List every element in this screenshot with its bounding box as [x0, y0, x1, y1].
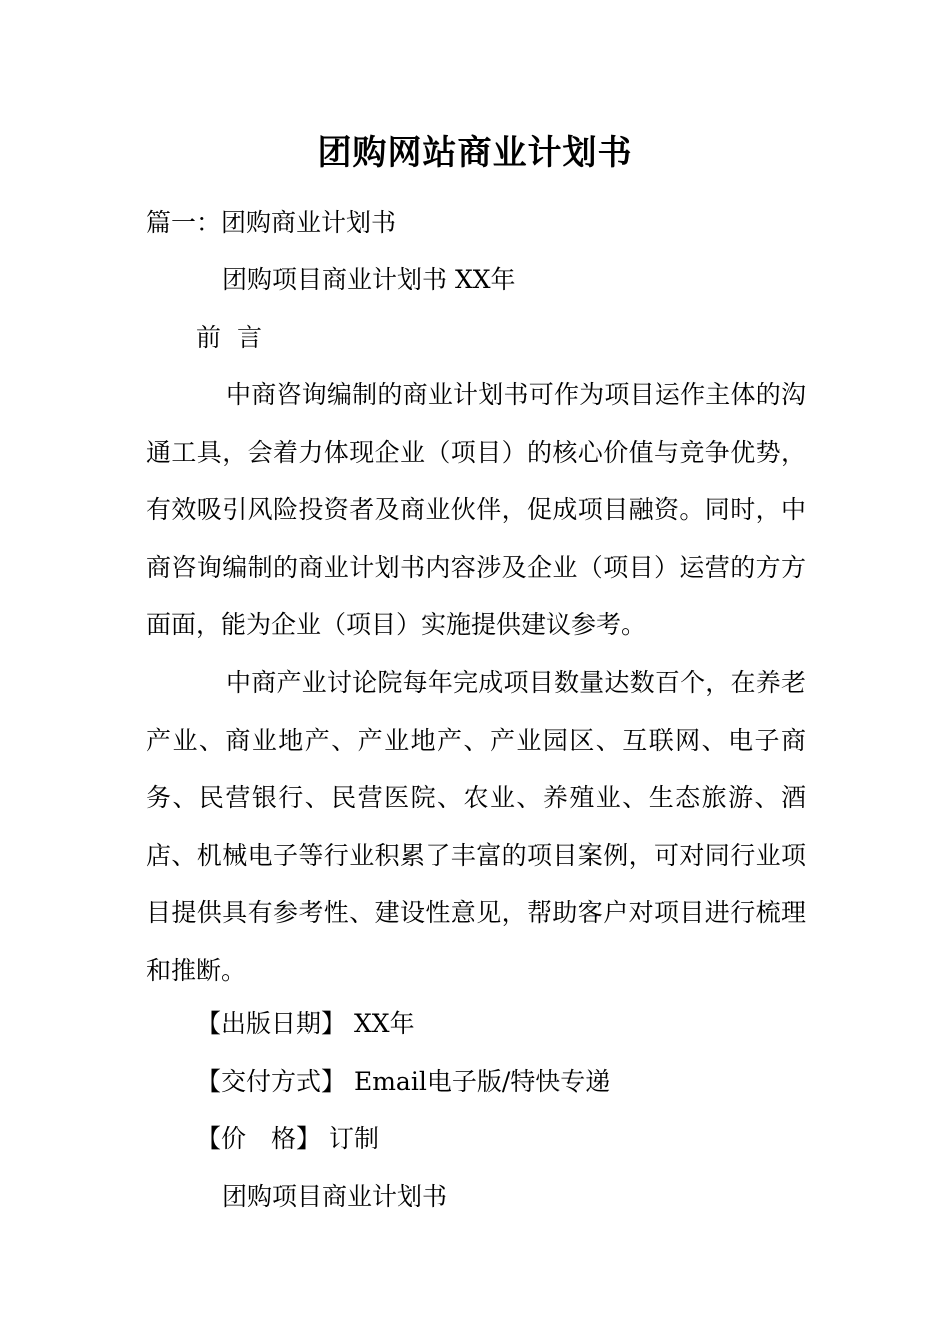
section-heading: 篇一：团购商业计划书 — [146, 208, 397, 237]
meta-label: 【价 格】 — [196, 1124, 322, 1153]
meta-value: XX年 — [353, 1009, 415, 1038]
preface-body — [146, 366, 806, 1000]
meta-price — [196, 1122, 379, 1156]
meta-label: 【交付方式】 — [196, 1067, 347, 1096]
paragraph-industry-experience: 中商产业讨论院每年完成项目数量达数百个，在养老产业、商业地产、产业地产、产业园区、互联网、电子商务、民营银行、民营医院、农业、养殖业、生态旅游、酒店、机械电子等行业积累了丰富的项目案例，可对同行业项目提供具有参考性、建设性意见，帮助客户对项目进行梳理和推断。 — [146, 667, 806, 985]
footer-line: 团购项目商业计划书 — [222, 1182, 448, 1211]
project-subtitle: 团购项目商业计划书 XX年 — [222, 265, 516, 294]
meta-value: 订制 — [328, 1124, 379, 1153]
meta-value: Email电子版/特快专递 — [353, 1067, 611, 1096]
preface-heading: 前 言 — [196, 323, 266, 352]
meta-publish-date — [196, 1007, 415, 1041]
meta-delivery-method — [196, 1065, 610, 1099]
document-title: 团购网站商业计划书 — [317, 133, 633, 173]
meta-label: 【出版日期】 — [196, 1009, 347, 1038]
paragraph-consulting-intro: 中商咨询编制的商业计划书可作为项目运作主体的沟通工具，会着力体现企业（项目）的核心价值与竞争优势，有效吸引风险投资者及商业伙伴，促成项目融资。同时，中商咨询编制的商业计划书内容涉及企业（项目）运营的方方面面，能为企业（项目）实施提供建议参考。 — [146, 380, 806, 640]
